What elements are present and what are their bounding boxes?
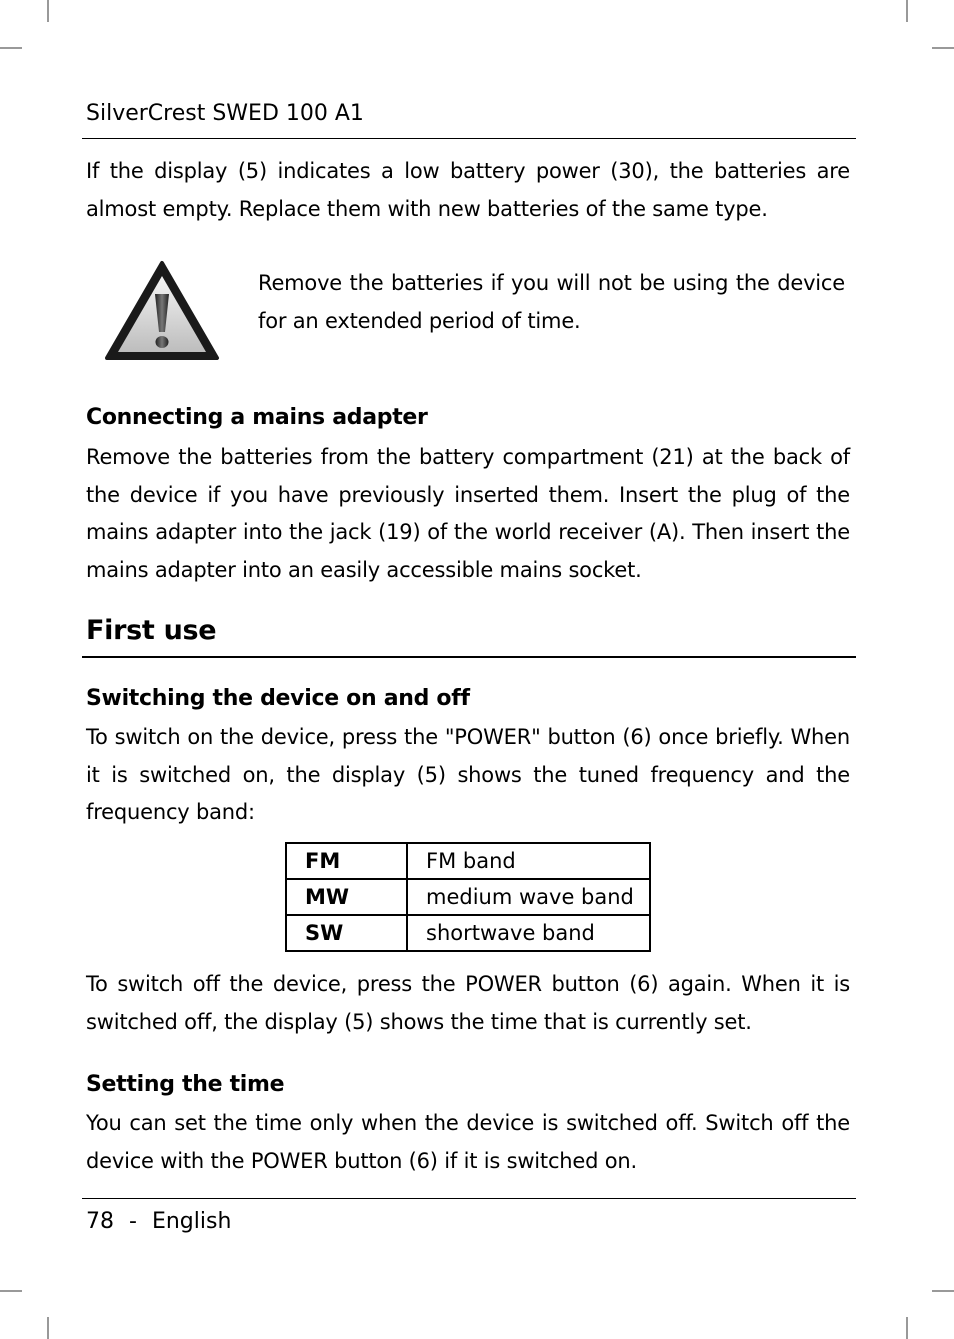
mains-adapter-paragraph: Remove the batteries from the battery compartment (21) at the back of the device if you have previously inserted them. Insert the plug of the mains adapter into the jack (19) of the world receiver (A). Then insert the mains adapter into an easily accessible mains socket. bbox=[86, 445, 850, 582]
band-description: shortwave band bbox=[407, 915, 650, 951]
crop-mark bbox=[47, 0, 49, 22]
crop-mark bbox=[0, 47, 22, 49]
header-rule bbox=[82, 138, 856, 139]
crop-mark bbox=[906, 1317, 908, 1339]
running-header: SilverCrest SWED 100 A1 bbox=[86, 101, 364, 126]
table-row bbox=[286, 843, 650, 879]
warning-triangle-icon bbox=[104, 260, 220, 362]
intro-paragraph: If the display (5) indicates a low battery power (30), the batteries are almost empty. Replace them with new batteries of the same type. bbox=[86, 159, 850, 221]
setting-time-paragraph: You can set the time only when the device is switched off. Switch off the device with the POWER button (6) if it is switched on. bbox=[86, 1111, 850, 1173]
footer-language: English bbox=[151, 1209, 232, 1234]
switch-off-paragraph: To switch off the device, press the POWER button (6) again. When it is switched off, the display (5) shows the time that is currently set. bbox=[86, 972, 850, 1034]
crop-mark bbox=[906, 0, 908, 22]
crop-mark bbox=[932, 1290, 954, 1292]
chapter-heading-first-use: First use bbox=[86, 615, 217, 646]
warning-text: Remove the batteries if you will not be using the device for an extended period of time. bbox=[258, 271, 845, 333]
page-footer bbox=[86, 1207, 231, 1237]
crop-mark bbox=[932, 47, 954, 49]
table-row bbox=[286, 915, 650, 951]
band-code: MW bbox=[286, 879, 407, 915]
crop-mark bbox=[0, 1290, 22, 1292]
footer-separator: - bbox=[129, 1209, 137, 1234]
switching-paragraph: To switch on the device, press the "POWER" button (6) once briefly. When it is switched on, the display (5) shows the tuned frequency and the frequency band: bbox=[86, 725, 850, 824]
section-heading-mains-adapter: Connecting a mains adapter bbox=[86, 405, 428, 430]
band-description: FM band bbox=[407, 843, 650, 879]
band-description: medium wave band bbox=[407, 879, 650, 915]
page-number: 78 bbox=[86, 1209, 114, 1234]
frequency-band-table bbox=[285, 842, 651, 952]
crop-mark bbox=[47, 1317, 49, 1339]
section-heading-switching: Switching the device on and off bbox=[86, 686, 470, 711]
footer-rule bbox=[82, 1198, 856, 1199]
section-heading-setting-time: Setting the time bbox=[86, 1072, 285, 1097]
chapter-rule bbox=[82, 656, 856, 658]
table-row bbox=[286, 879, 650, 915]
band-code: SW bbox=[286, 915, 407, 951]
band-code: FM bbox=[286, 843, 407, 879]
